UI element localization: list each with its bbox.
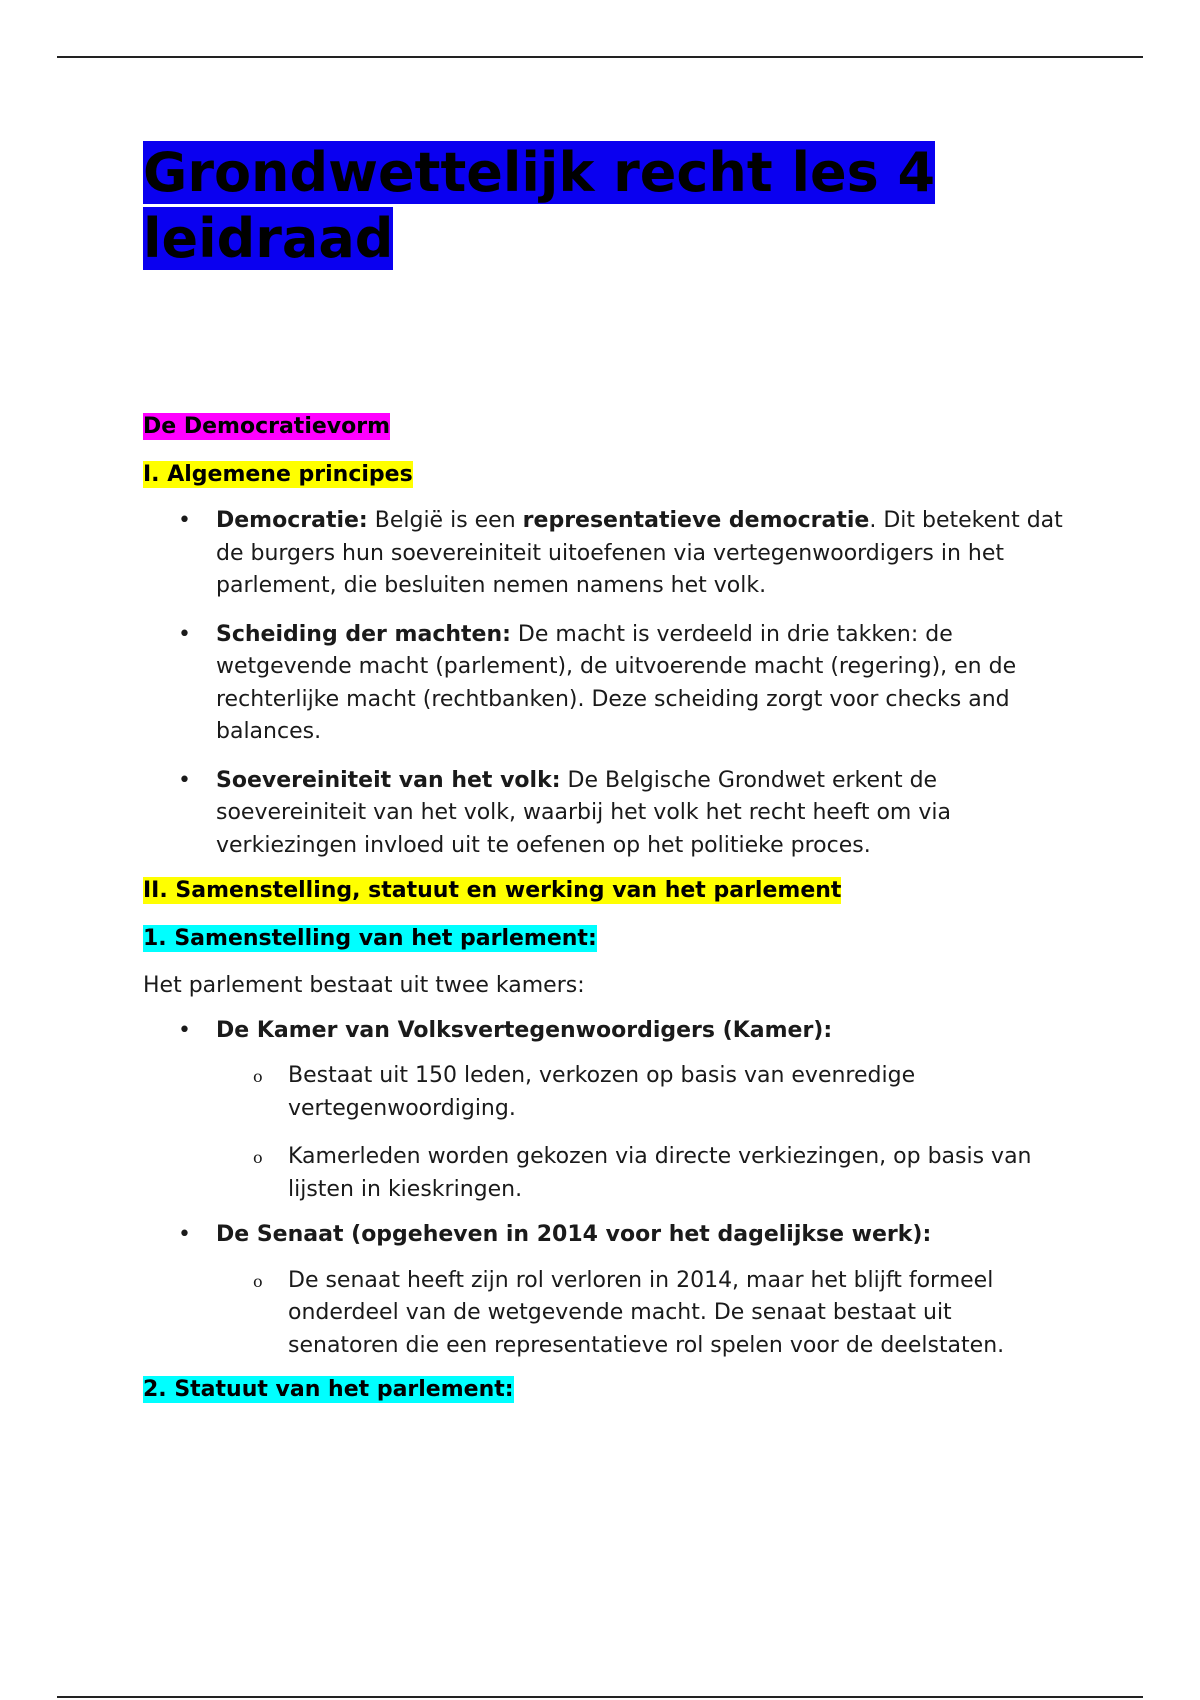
circle-bullet-icon: o bbox=[253, 1067, 263, 1086]
list-item: • De Senaat (opgeheven in 2014 voor het dagelijkse werk): bbox=[143, 1219, 1063, 1252]
list-item: • Scheiding der machten: De macht is verdeeld in drie takken: de wetgevende macht (parlement), de uitvoerende macht (regering), en de rechterlijke macht (rechtbanken). Deze scheiding zorgt voor checks and balances. bbox=[143, 619, 1063, 749]
circle-bullet-icon: o bbox=[253, 1271, 263, 1291]
list-item: • Soevereiniteit van het volk: De Belgische Grondwet erkent de soevereiniteit van het volk, waarbij het volk het recht heeft om via verkiezingen invloed uit te oefenen op het politieke proces. bbox=[143, 765, 1063, 863]
document-body bbox=[143, 140, 1063, 1405]
bullet-icon: • bbox=[178, 1017, 191, 1043]
list-item: • De Kamer van Volksvertegenwoordigers (Kamer): bbox=[143, 1015, 1063, 1048]
heading-statuut-parlement: 2. Statuut van het parlement: bbox=[143, 1377, 514, 1402]
section-heading-democratievorm: De Democratievorm bbox=[143, 414, 391, 439]
chambers-list bbox=[143, 1015, 1063, 1048]
bullet-icon: • bbox=[178, 1222, 191, 1247]
chambers-list-senaat bbox=[143, 1219, 1063, 1252]
heading-algemene-principes: I. Algemene principes bbox=[143, 462, 413, 487]
list-item: o Kamerleden worden gekozen via directe verkiezingen, op basis van lijsten in kieskringen. bbox=[253, 1144, 1032, 1202]
bullet-icon: • bbox=[178, 508, 191, 533]
heading-samenstelling-parlement: 1. Samenstelling van het parlement: bbox=[143, 926, 597, 951]
principles-list bbox=[143, 505, 1063, 862]
list-item: o De senaat heeft zijn rol verloren in 2014, maar het blijft formeel onderdeel van de wetgevende macht. De senaat bestaat uit senatoren die een representatieve rol spelen voor de deelstaten. bbox=[253, 1267, 1005, 1358]
document-title: Grondwettelijk recht les 4 leidraad bbox=[143, 141, 936, 270]
top-rule bbox=[57, 56, 1143, 58]
heading-samenstelling-statuut: II. Samenstelling, statuut en werking van het parlement bbox=[143, 878, 842, 903]
senaat-sublist bbox=[143, 1265, 1063, 1363]
list-item: o Bestaat uit 150 leden, verkozen op basis van evenredige vertegenwoordiging. bbox=[253, 1063, 916, 1121]
intro-text: Het parlement bestaat uit twee kamers: bbox=[143, 973, 585, 998]
kamer-sublist bbox=[143, 1060, 1063, 1206]
bullet-icon: • bbox=[178, 621, 191, 647]
bullet-icon: • bbox=[178, 767, 191, 793]
bottom-rule bbox=[57, 1696, 1143, 1698]
circle-bullet-icon: o bbox=[253, 1148, 263, 1167]
list-item: • Democratie: België is een representatieve democratie. Dit betekent dat de burgers hun soevereiniteit uitoefenen via vertegenwoordigers in het parlement, die besluiten nemen namens het volk. bbox=[143, 505, 1063, 603]
